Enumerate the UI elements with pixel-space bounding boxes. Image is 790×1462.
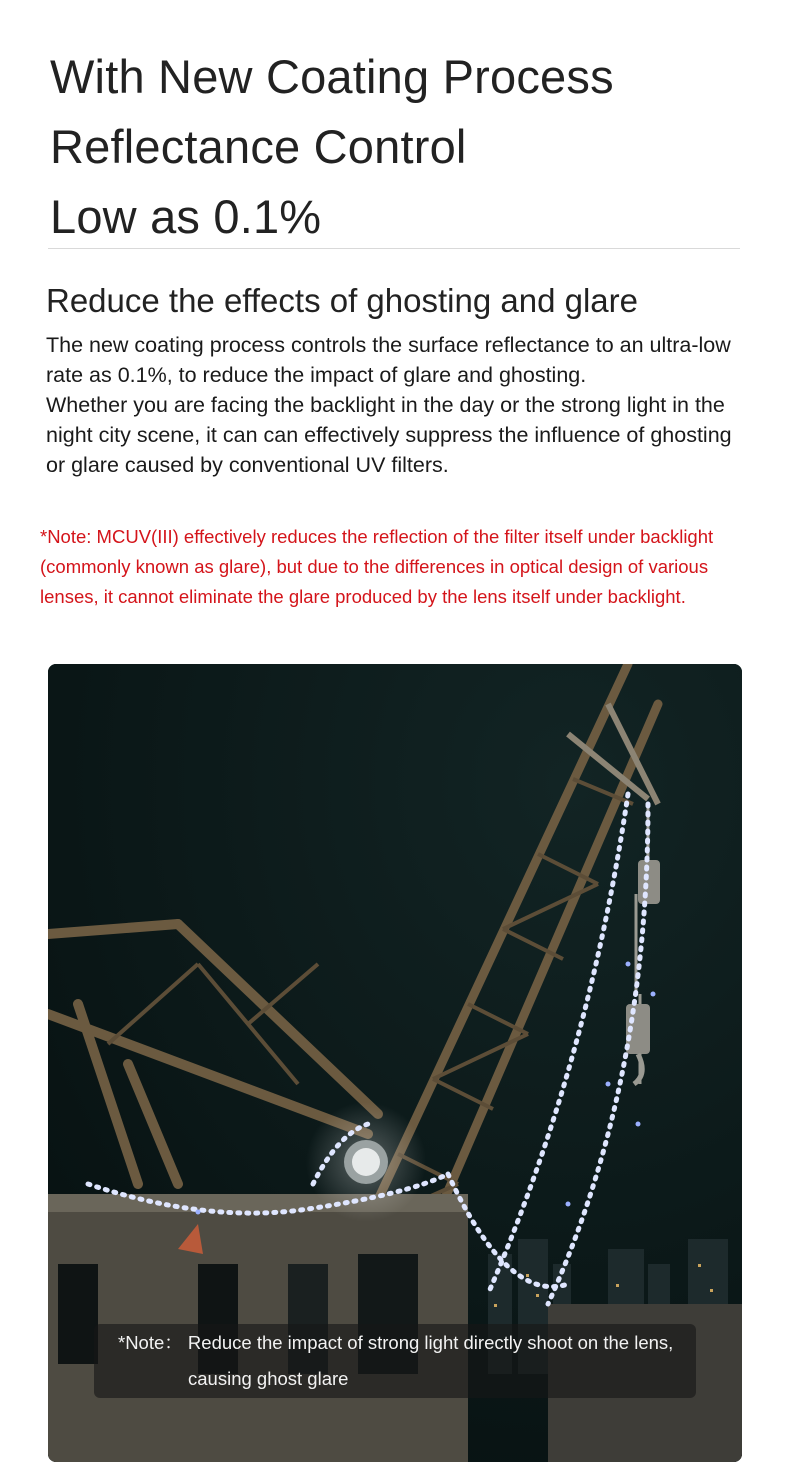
subheading: Reduce the effects of ghosting and glare bbox=[46, 282, 638, 319]
caption-line-1: *Note： Reduce the impact of strong light directly shoot on the lens, bbox=[118, 1332, 674, 1353]
headline-line-1: With New Coating Process bbox=[50, 50, 614, 103]
body-paragraph-1: The new coating process controls the surface reflectance to an ultra-low rate as 0.1%, to reduce the impact of glare and ghosting. bbox=[46, 333, 731, 387]
headline-line-2: Reflectance Control bbox=[50, 120, 467, 173]
divider bbox=[48, 248, 740, 249]
photo-caption bbox=[94, 1324, 696, 1398]
red-note: *Note: MCUV(III) effectively reduces the reflection of the filter itself under backlight (commonly known as glare), but due to the differences in optical design of various lenses, it cannot eliminate the glare produced by the lens itself under backlight. bbox=[40, 526, 714, 607]
night-crane-photo bbox=[48, 664, 742, 1462]
headline-line-3: Low as 0.1% bbox=[50, 190, 322, 243]
caption-line-2: causing ghost glare bbox=[188, 1368, 349, 1389]
body-paragraph-2: Whether you are facing the backlight in the day or the strong light in the night city scene, it can can effectively suppress the influence of ghosting or glare caused by conventional UV filters. bbox=[46, 393, 732, 477]
body-text bbox=[46, 330, 746, 480]
headline bbox=[50, 42, 750, 252]
